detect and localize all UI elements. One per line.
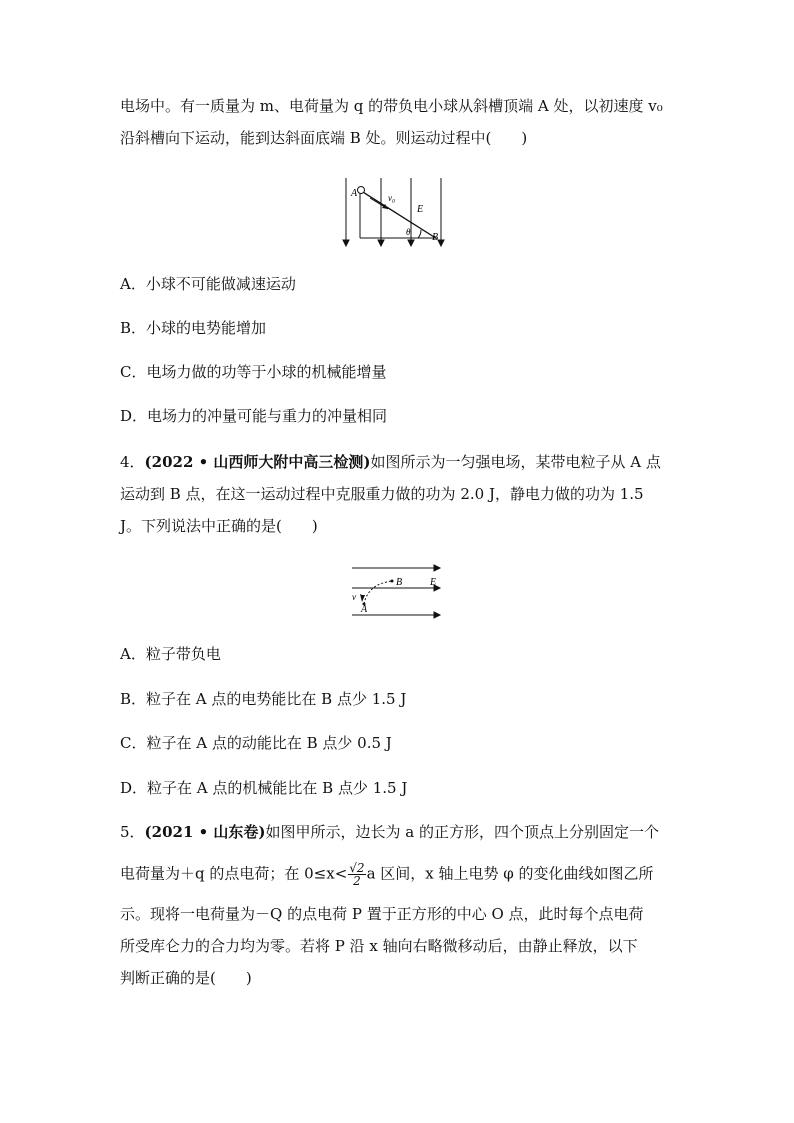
q3-label-e: E [417, 204, 424, 215]
q4-source: (2022 • 山西师大附中高三检测) [144, 453, 371, 471]
q3-option-a: A．小球不可能做减速运动 [120, 275, 296, 293]
q4-text-line3: J。下列说法中正确的是( ) [120, 517, 318, 535]
q3-label-theta: θ [406, 227, 411, 237]
q4-number: 4． [120, 453, 145, 471]
q5-fraction [348, 862, 365, 887]
q5-source: (2021 • 山东卷) [144, 823, 266, 841]
q4-option-a: A．粒子带负电 [120, 645, 221, 663]
q5-text-line5: 判断正确的是( ) [120, 969, 252, 987]
q4-option-d: D．粒子在 A 点的机械能比在 B 点少 1.5 J [120, 779, 408, 797]
q4-text-line1 [120, 452, 661, 472]
q3-figure [340, 176, 450, 248]
q4-option-b: B．粒子在 A 点的电势能比在 B 点少 1.5 J [120, 690, 407, 708]
q3-label-a: A [351, 188, 358, 199]
q4-figure [350, 562, 442, 620]
q4-label-e: E [430, 577, 437, 588]
q4-option-c: C．粒子在 A 点的动能比在 B 点少 0.5 J [120, 734, 392, 752]
q5-text-line3: 示。现将一电荷量为－Q 的点电荷 P 置于正方形的中心 O 点，此时每个点电荷 [120, 905, 644, 923]
q5-text-line2 [120, 862, 654, 887]
q5-text-line1 [120, 822, 659, 842]
q3-label-b: B [432, 232, 439, 243]
q5-fraction-numerator: √2 [349, 861, 365, 875]
q3-text-line1: 电场中。有一质量为 m、电荷量为 q 的带负电小球从斜槽顶端 A 处，以初速度 v₀ [120, 97, 663, 115]
q5-line2-a: 电荷量为＋q 的点电荷；在 0≤x< [120, 864, 348, 883]
q5-number: 5． [120, 823, 145, 841]
q3-option-d: D．电场力的冲量可能与重力的冲量相同 [120, 407, 388, 425]
q3-option-b: B．小球的电势能增加 [120, 319, 267, 337]
q4-line1-rest: 如图所示为一匀强电场，某带电粒子从 A 点 [370, 453, 661, 471]
q5-line2-b: a 区间，x 轴上电势 φ 的变化曲线如图乙所 [366, 864, 654, 883]
q3-text-line2: 沿斜槽向下运动，能到达斜面底端 B 处。则运动过程中( ) [120, 129, 528, 147]
q4-label-a: A [361, 604, 368, 615]
q5-line1-rest: 如图甲所示，边长为 a 的正方形，四个顶点上分别固定一个 [265, 823, 660, 841]
q4-label-v: v [352, 592, 356, 602]
q3-option-c: C．电场力做的功等于小球的机械能增量 [120, 363, 387, 381]
q3-label-v0: v₀ [388, 193, 396, 203]
q5-text-line4: 所受库仑力的合力均为零。若将 P 沿 x 轴向右略微移动后，由静止释放，以下 [120, 937, 638, 955]
q5-fraction-denominator: 2 [353, 874, 361, 888]
q4-label-b: B [396, 577, 403, 588]
q4-text-line2: 运动到 B 点，在这一运动过程中克服重力做的功为 2.0 J，静电力做的功为 1.5 [120, 485, 644, 503]
